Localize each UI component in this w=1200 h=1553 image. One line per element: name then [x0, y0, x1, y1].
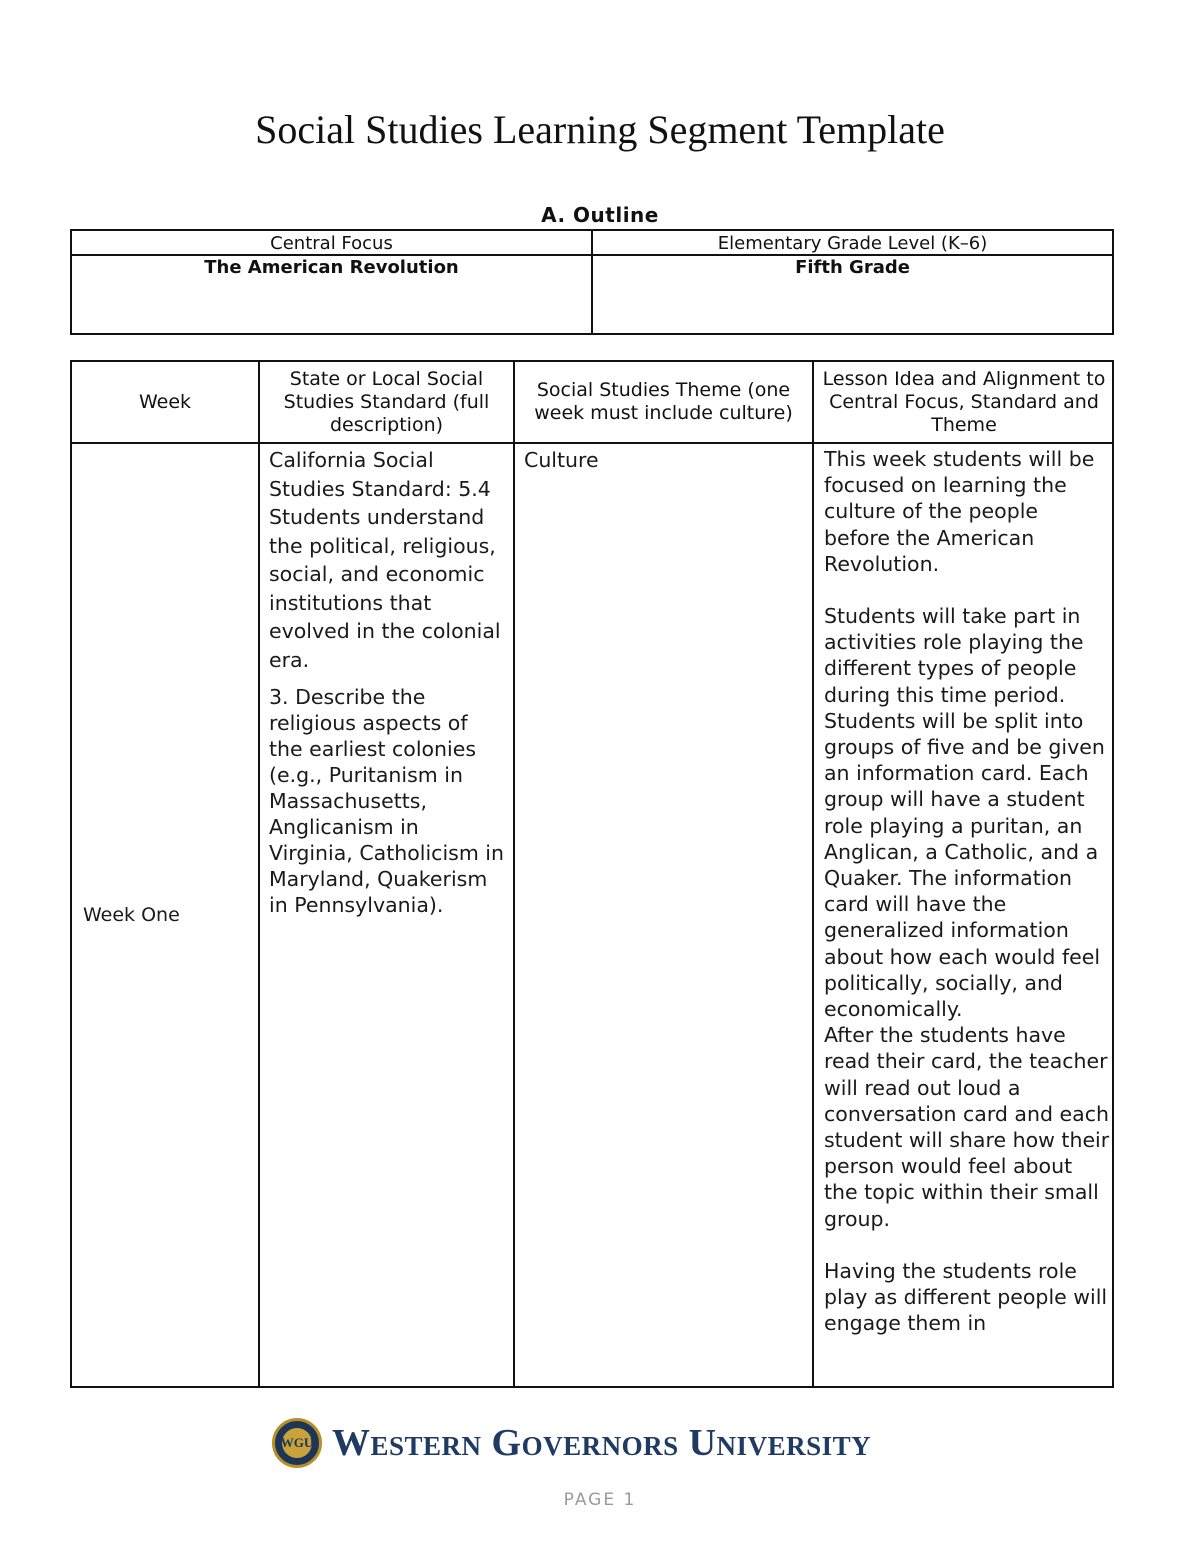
lesson-paragraph: Having the students role play as different people will engage them in: [824, 1258, 1108, 1336]
header-theme: Social Studies Theme (one week must include culture): [534, 379, 793, 424]
grade-level-value: Fifth Grade: [795, 257, 910, 278]
header-standard: State or Local Social Studies Standard (full description): [283, 367, 490, 436]
standard-cell: [260, 444, 513, 918]
university-wordmark: Western Governors University: [332, 1422, 872, 1464]
header-lesson: Lesson Idea and Alignment to Central Focus, Standard and Theme: [822, 367, 1106, 436]
standard-paragraph: California Social Studies Standard: 5.4 Students understand the political, religious, social, and economic institutions that evolved in the colonial era.: [269, 448, 501, 672]
lesson-paragraph: This week students will be focused on learning the culture of the people before the American Revolution.: [824, 447, 1095, 576]
outline-table: [70, 229, 1114, 335]
central-focus-column: [72, 231, 593, 333]
week-cell: Week One: [83, 904, 180, 926]
grade-level-label: Elementary Grade Level (K–6): [593, 231, 1112, 256]
lesson-paragraph: After the students have read their card, the teacher will read out loud a conversation card and each student will share how their person would feel about the topic within their small group.: [824, 1023, 1110, 1231]
central-focus-label: Central Focus: [72, 231, 591, 256]
document-title: Social Studies Learning Segment Template: [255, 107, 945, 152]
page-number: PAGE 1: [563, 1490, 637, 1510]
university-seal-icon: [272, 1418, 322, 1468]
standard-paragraph: 3. Describe the religious aspects of the earliest colonies (e.g., Puritanism in Massachusetts, Anglicanism in Virginia, Catholicism in Maryland, Quakerism in Pennsylvania).: [269, 685, 504, 917]
seal-monogram: WGU: [282, 1428, 312, 1458]
lesson-paragraph: Students will take part in activities role playing the different types of people during this time period. Students will be split into groups of five and be given an information card. Each group will have a student role playing a puritan, an Anglican, a Catholic, and a Quaker. The information card will have the generalized information about how each would feel politically, socially, and economically.: [824, 604, 1105, 1022]
university-logo: [272, 1416, 871, 1470]
grade-level-column: [593, 231, 1112, 333]
theme-cell: Culture: [524, 448, 599, 472]
column-divider: [513, 362, 515, 1386]
central-focus-value: The American Revolution: [204, 257, 459, 278]
header-week: Week: [138, 390, 192, 413]
learning-segment-table: [70, 360, 1114, 1388]
lesson-cell: [814, 444, 1114, 1337]
section-heading: A. Outline: [541, 203, 659, 227]
